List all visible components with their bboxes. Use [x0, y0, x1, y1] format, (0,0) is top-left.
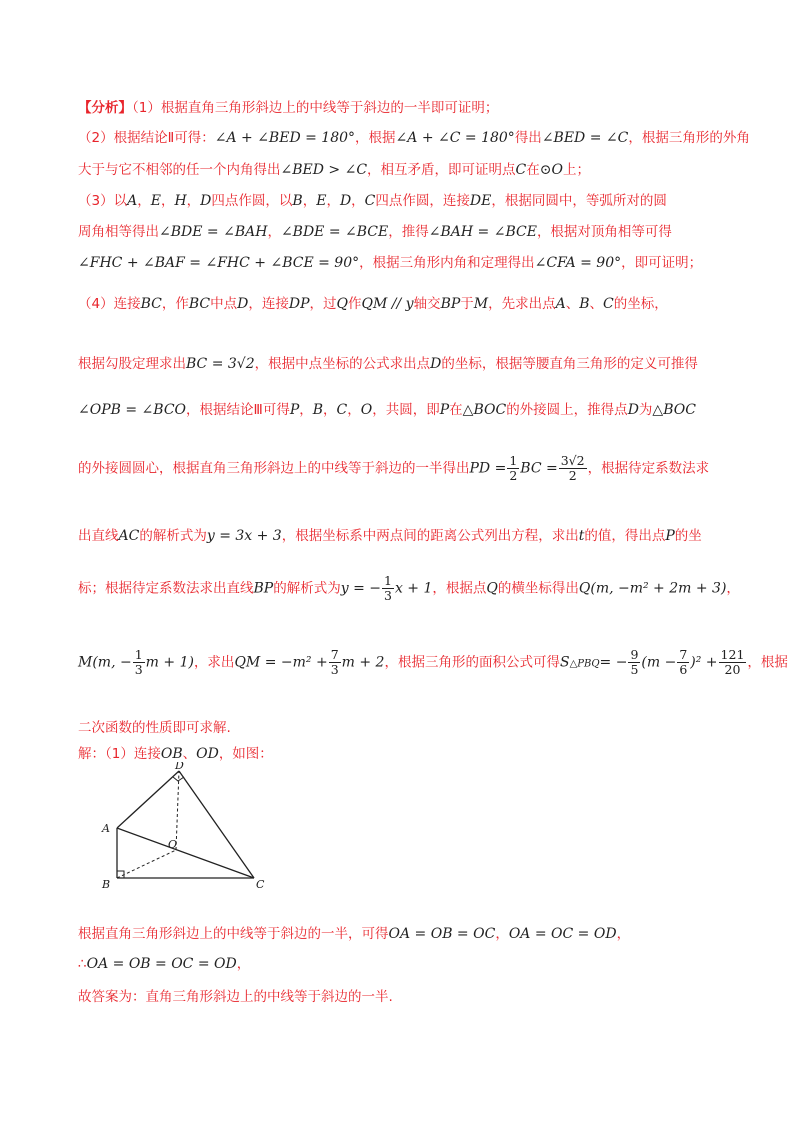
- analysis-line-3: 大于与它不相邻的任一个内角得出∠BED > ∠C，相互矛盾，即可证明点C在⊙O上；: [78, 162, 590, 178]
- label-A: A: [102, 822, 110, 835]
- fraction: $\frac{3√2}{2}$: [560, 453, 585, 483]
- fraction: $\frac{1}{2}$: [509, 453, 518, 483]
- analysis-line-1: 【分析】（1）根据直角三角形斜边上的中线等于斜边的一半即可证明；: [78, 100, 499, 116]
- fraction: $\frac{7}{6}$: [679, 647, 688, 677]
- label-D: D: [175, 762, 184, 772]
- solution-line-3: 故答案为：直角三角形斜边上的中线等于斜边的一半.: [78, 989, 393, 1005]
- fraction: $\frac{1}{3}$: [384, 573, 392, 603]
- edge-AD: [117, 771, 179, 828]
- fraction: $\frac{9}{5}$: [630, 647, 639, 677]
- solution-line-1: 根据直角三角形斜边上的中线等于斜边的一半，可得OA = OB = OC，OA = OC = OD，: [78, 926, 631, 942]
- fraction: $\frac{1}{3}$: [134, 647, 143, 677]
- analysis-line-4: （3）以A，E，H，D四点作圆，以B，E，D，C四点作圆，连接DE，根据同圆中，等弧所对的圆: [78, 193, 667, 209]
- solution-intro: 解：（1）连接OB、OD，如图：: [78, 746, 273, 762]
- analysis-line-9: ∠OPB = ∠BCO，根据结论Ⅲ可得P，B，C，O，共圆，即P在△BOC的外接圆上，推得点D为△BOC: [78, 402, 696, 418]
- analysis-tag: 【分析】: [78, 100, 132, 116]
- analysis-line-7: （4）连接BC，作BC中点D，连接DP，过Q作QM // y轴交BP于M，先求出点A、B、C的坐标，: [78, 296, 668, 312]
- geometry-figure: [96, 762, 286, 898]
- analysis-line-12: 标；根据待定系数法求出直线BP的解析式为y = − $\frac{1}{3}$ x + 1，根据点Q的横坐标得出Q(m, −m² + 2m + 3)，: [78, 573, 740, 603]
- analysis-line-13: M(m, − $\frac{1}{3}$ m + 1)，求出QM = −m² + $\frac{7}{3}$ m + 2，根据三角形的面积公式可得S△PBQ= − $\frac{9}{5}$ (m − $\frac{7}{6}$ )² + $\frac{121}{20}$ ，根据: [78, 647, 788, 677]
- segment-OB: [117, 850, 176, 878]
- analysis-line-2: （2）根据结论Ⅱ可得：∠A + ∠BED = 180°，根据∠A + ∠C = 180°得出∠BED = ∠C，根据三角形的外角: [78, 130, 750, 146]
- analysis-line-10: 的外接圆圆心，根据直角三角形斜边上的中线等于斜边的一半得出PD = $\frac{1}{2}$ BC = $\frac{3√2}{2}$ ，根据待定系数法求: [78, 453, 710, 483]
- analysis-line-5: 周角相等得出∠BDE = ∠BAH，∠BDE = ∠BCE，推得∠BAH = ∠BCE，根据对顶角相等可得: [78, 224, 672, 240]
- label-B: B: [102, 878, 111, 891]
- analysis-line-8: 根据勾股定理求出BC = 3√2，根据中点坐标的公式求出点D的坐标，根据等腰直角三角形的定义可推得: [78, 356, 698, 372]
- analysis-line-14: 二次函数的性质即可求解.: [78, 720, 231, 736]
- analysis-line-11: 出直线AC的解析式为y = 3x + 3，根据坐标系中两点间的距离公式列出方程，求出t的值，得出点P的坐: [78, 528, 702, 544]
- edge-AC: [117, 828, 254, 878]
- solution-line-2: ∴OA = OB = OC = OD，: [78, 956, 251, 972]
- edge-DC: [179, 771, 254, 878]
- analysis-line-6: ∠FHC + ∠BAF = ∠FHC + ∠BCE = 90°，根据三角形内角和定理得出∠CFA = 90°，即可证明；: [78, 255, 703, 271]
- fraction: $\frac{7}{3}$: [330, 647, 339, 677]
- fraction: $\frac{121}{20}$: [720, 647, 745, 677]
- label-O: O: [168, 838, 178, 851]
- label-C: C: [256, 878, 265, 891]
